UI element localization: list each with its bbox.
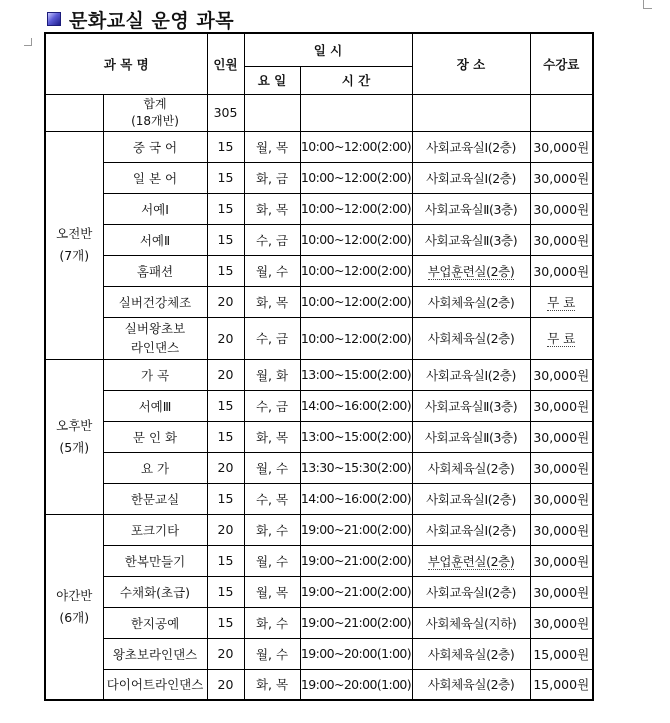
table-row bbox=[45, 317, 593, 359]
header-subject: 과 목 명 bbox=[45, 33, 207, 94]
class-days: 화, 금 bbox=[244, 162, 300, 193]
tuition-fee bbox=[530, 576, 593, 607]
enrollment-count: 15 bbox=[207, 421, 244, 452]
subject-name: 서예Ⅱ bbox=[103, 224, 207, 255]
class-time: 10:00~12:00(2:00) bbox=[300, 131, 412, 162]
enrollment-count: 20 bbox=[207, 452, 244, 483]
class-place-text: 사회교육실Ⅰ(2층) bbox=[426, 491, 516, 507]
tuition-fee bbox=[530, 545, 593, 576]
enrollment-count: 20 bbox=[207, 638, 244, 669]
class-place bbox=[412, 421, 530, 452]
section-heading bbox=[47, 6, 234, 32]
subject-name-line: 실버왕초보 bbox=[124, 321, 186, 336]
subject-name: 한문교실 bbox=[103, 483, 207, 514]
class-place bbox=[412, 286, 530, 317]
class-time: 10:00~12:00(2:00) bbox=[300, 317, 412, 359]
table-row bbox=[45, 421, 593, 452]
tuition-fee bbox=[530, 131, 593, 162]
class-place-text: 사회체육실(2층) bbox=[427, 294, 515, 310]
class-time: 19:00~20:00(1:00) bbox=[300, 638, 412, 669]
group-name: 오후반 bbox=[56, 417, 93, 433]
total-count: 305 bbox=[207, 94, 244, 131]
subject-name: 문 인 화 bbox=[103, 421, 207, 452]
subject-cell bbox=[103, 317, 207, 359]
tuition-fee bbox=[530, 286, 593, 317]
class-place-text: 사회교육실Ⅰ(2층) bbox=[426, 522, 516, 538]
table-row bbox=[45, 669, 593, 700]
group-class-count: (6개) bbox=[59, 609, 90, 625]
table-row bbox=[45, 131, 593, 162]
subject-name: 서예Ⅰ bbox=[103, 193, 207, 224]
class-days: 월, 수 bbox=[244, 545, 300, 576]
class-time: 10:00~12:00(2:00) bbox=[300, 162, 412, 193]
tuition-fee bbox=[530, 638, 593, 669]
group-cell bbox=[45, 514, 103, 700]
tuition-fee bbox=[530, 193, 593, 224]
class-place-text: 사회교육실Ⅱ(3층) bbox=[424, 232, 518, 248]
subject-name: 중 국 어 bbox=[103, 131, 207, 162]
table-row bbox=[45, 359, 593, 390]
empty-cell bbox=[300, 94, 412, 131]
class-place bbox=[412, 514, 530, 545]
class-days: 월, 화 bbox=[244, 359, 300, 390]
tuition-fee-text: 무 료 bbox=[547, 294, 576, 310]
enrollment-count: 20 bbox=[207, 359, 244, 390]
group-class-count: (5개) bbox=[59, 439, 90, 455]
enrollment-count: 15 bbox=[207, 545, 244, 576]
tuition-fee bbox=[530, 255, 593, 286]
class-place bbox=[412, 162, 530, 193]
table-row bbox=[45, 514, 593, 545]
class-days: 수, 목 bbox=[244, 483, 300, 514]
class-place bbox=[412, 576, 530, 607]
tuition-fee-text: 30,000원 bbox=[533, 367, 590, 383]
class-place-text: 사회체육실(2층) bbox=[427, 460, 515, 476]
class-place bbox=[412, 131, 530, 162]
tuition-fee-text: 15,000원 bbox=[533, 646, 590, 662]
table-row bbox=[45, 390, 593, 421]
margin-corner-mark bbox=[24, 38, 32, 46]
class-days: 월, 수 bbox=[244, 638, 300, 669]
subject-name: 왕초보라인댄스 bbox=[103, 638, 207, 669]
class-place-text: 사회교육실Ⅱ(3층) bbox=[424, 398, 518, 414]
enrollment-count: 20 bbox=[207, 514, 244, 545]
class-days: 화, 목 bbox=[244, 193, 300, 224]
class-time: 10:00~12:00(2:00) bbox=[300, 193, 412, 224]
class-days: 월, 수 bbox=[244, 452, 300, 483]
enrollment-count: 15 bbox=[207, 131, 244, 162]
tuition-fee-text: 30,000원 bbox=[533, 584, 590, 600]
class-time: 10:00~12:00(2:00) bbox=[300, 224, 412, 255]
class-days: 수, 금 bbox=[244, 390, 300, 421]
subject-name-line: 라인댄스 bbox=[130, 340, 180, 355]
class-time: 19:00~21:00(2:00) bbox=[300, 576, 412, 607]
class-days: 월, 수 bbox=[244, 255, 300, 286]
group-cell bbox=[45, 131, 103, 359]
tuition-fee-text: 30,000원 bbox=[533, 398, 590, 414]
class-place bbox=[412, 224, 530, 255]
enrollment-count: 15 bbox=[207, 224, 244, 255]
subject-name: 수채화(초급) bbox=[103, 576, 207, 607]
table-body bbox=[45, 33, 593, 700]
tuition-fee bbox=[530, 452, 593, 483]
class-time: 10:00~12:00(2:00) bbox=[300, 286, 412, 317]
total-label: 합계 bbox=[143, 96, 167, 111]
subject-name: 서예Ⅲ bbox=[103, 390, 207, 421]
class-place bbox=[412, 193, 530, 224]
table-row bbox=[45, 286, 593, 317]
tuition-fee bbox=[530, 607, 593, 638]
enrollment-count: 15 bbox=[207, 193, 244, 224]
tuition-fee-text: 30,000원 bbox=[533, 170, 590, 186]
subject-name: 홈패션 bbox=[103, 255, 207, 286]
class-time: 19:00~21:00(2:00) bbox=[300, 545, 412, 576]
class-place-text: 사회체육실(2층) bbox=[427, 646, 515, 662]
class-place-text: 사회교육실Ⅱ(3층) bbox=[424, 429, 518, 445]
tuition-fee-text: 30,000원 bbox=[533, 232, 590, 248]
tuition-fee-text: 30,000원 bbox=[533, 615, 590, 631]
empty-cell bbox=[244, 94, 300, 131]
class-time: 19:00~21:00(2:00) bbox=[300, 514, 412, 545]
class-days: 수, 금 bbox=[244, 317, 300, 359]
tuition-fee-text: 30,000원 bbox=[533, 139, 590, 155]
group-cell bbox=[45, 359, 103, 514]
class-place bbox=[412, 359, 530, 390]
tuition-fee bbox=[530, 359, 593, 390]
total-label-cell bbox=[103, 94, 207, 131]
header-time: 시 간 bbox=[300, 66, 412, 94]
header-place: 장 소 bbox=[412, 33, 530, 94]
subject-name: 요 가 bbox=[103, 452, 207, 483]
enrollment-count: 20 bbox=[207, 317, 244, 359]
table-row bbox=[45, 545, 593, 576]
class-time: 13:00~15:00(2:00) bbox=[300, 359, 412, 390]
class-time: 19:00~20:00(1:00) bbox=[300, 669, 412, 700]
subject-name: 일 본 어 bbox=[103, 162, 207, 193]
table-row bbox=[45, 483, 593, 514]
class-time: 14:00~16:00(2:00) bbox=[300, 390, 412, 421]
class-days: 월, 목 bbox=[244, 131, 300, 162]
class-place-text: 부업훈련실(2층) bbox=[427, 263, 515, 279]
class-place-text: 사회체육실(2층) bbox=[427, 677, 515, 693]
class-place bbox=[412, 255, 530, 286]
tuition-fee-text: 30,000원 bbox=[533, 460, 590, 476]
table-row bbox=[45, 162, 593, 193]
class-place-text: 사회교육실Ⅰ(2층) bbox=[426, 170, 516, 186]
class-place bbox=[412, 545, 530, 576]
tuition-fee-text: 15,000원 bbox=[533, 677, 590, 693]
header-schedule: 일 시 bbox=[244, 33, 412, 66]
tuition-fee bbox=[530, 162, 593, 193]
class-time: 13:00~15:00(2:00) bbox=[300, 421, 412, 452]
table-row bbox=[45, 638, 593, 669]
tuition-fee-text: 무 료 bbox=[547, 331, 576, 346]
tuition-fee bbox=[530, 390, 593, 421]
class-schedule-table bbox=[44, 32, 594, 701]
subject-name: 가 곡 bbox=[103, 359, 207, 390]
tuition-fee bbox=[530, 483, 593, 514]
enrollment-count: 15 bbox=[207, 162, 244, 193]
class-days: 화, 수 bbox=[244, 607, 300, 638]
tuition-fee bbox=[530, 224, 593, 255]
class-days: 월, 목 bbox=[244, 576, 300, 607]
group-name: 야간반 bbox=[56, 587, 93, 603]
class-place-text: 사회교육실Ⅱ(3층) bbox=[424, 201, 518, 217]
subject-name: 한복만들기 bbox=[103, 545, 207, 576]
subject-name: 포크기타 bbox=[103, 514, 207, 545]
class-place bbox=[412, 317, 530, 359]
enrollment-count: 20 bbox=[207, 286, 244, 317]
class-place bbox=[412, 390, 530, 421]
page-title: 문화교실 운영 과목 bbox=[69, 9, 235, 32]
enrollment-count: 15 bbox=[207, 483, 244, 514]
tuition-fee-text: 30,000원 bbox=[533, 553, 590, 569]
class-place-text: 부업훈련실(2층) bbox=[427, 553, 515, 569]
table-row bbox=[45, 607, 593, 638]
class-place-text: 사회체육실(2층) bbox=[427, 331, 515, 346]
enrollment-count: 15 bbox=[207, 607, 244, 638]
total-class-count: (18개반) bbox=[131, 113, 179, 128]
table-row bbox=[45, 193, 593, 224]
class-time: 10:00~12:00(2:00) bbox=[300, 255, 412, 286]
enrollment-count: 15 bbox=[207, 390, 244, 421]
enrollment-count: 20 bbox=[207, 669, 244, 700]
tuition-fee-text: 30,000원 bbox=[533, 201, 590, 217]
class-place bbox=[412, 638, 530, 669]
tuition-fee-text: 30,000원 bbox=[533, 429, 590, 445]
class-days: 화, 목 bbox=[244, 669, 300, 700]
subject-name: 한지공예 bbox=[103, 607, 207, 638]
total-row bbox=[45, 94, 593, 131]
class-place bbox=[412, 483, 530, 514]
class-days: 화, 목 bbox=[244, 421, 300, 452]
subject-name: 실버건강체조 bbox=[103, 286, 207, 317]
tuition-fee bbox=[530, 421, 593, 452]
enrollment-count: 15 bbox=[207, 255, 244, 286]
empty-cell bbox=[530, 94, 593, 131]
header-row bbox=[45, 33, 593, 66]
class-time: 19:00~21:00(2:00) bbox=[300, 607, 412, 638]
class-time: 14:00~16:00(2:00) bbox=[300, 483, 412, 514]
class-place bbox=[412, 669, 530, 700]
tuition-fee bbox=[530, 514, 593, 545]
subject-name: 다이어트라인댄스 bbox=[103, 669, 207, 700]
table-row bbox=[45, 576, 593, 607]
group-class-count: (7개) bbox=[59, 248, 90, 263]
table-row bbox=[45, 452, 593, 483]
enrollment-count: 15 bbox=[207, 576, 244, 607]
class-place-text: 사회체육실(지하) bbox=[425, 615, 517, 631]
class-place-text: 사회교육실Ⅰ(2층) bbox=[426, 584, 516, 600]
tuition-fee bbox=[530, 317, 593, 359]
tuition-fee-text: 30,000원 bbox=[533, 491, 590, 507]
bullet-square-icon bbox=[47, 12, 61, 26]
class-place bbox=[412, 607, 530, 638]
class-days: 화, 목 bbox=[244, 286, 300, 317]
class-time: 13:30~15:30(2:00) bbox=[300, 452, 412, 483]
group-cell bbox=[45, 94, 103, 131]
empty-cell bbox=[412, 94, 530, 131]
header-day: 요 일 bbox=[244, 66, 300, 94]
table-row bbox=[45, 224, 593, 255]
class-days: 화, 수 bbox=[244, 514, 300, 545]
class-place-text: 사회교육실Ⅰ(2층) bbox=[426, 139, 516, 155]
group-name: 오전반 bbox=[56, 226, 93, 241]
tuition-fee-text: 30,000원 bbox=[533, 522, 590, 538]
header-count: 인원 bbox=[207, 33, 244, 94]
class-place bbox=[412, 452, 530, 483]
class-place-text: 사회교육실Ⅰ(2층) bbox=[426, 367, 516, 383]
page-corner-mark bbox=[643, 0, 652, 9]
tuition-fee bbox=[530, 669, 593, 700]
tuition-fee-text: 30,000원 bbox=[533, 263, 590, 279]
class-days: 수, 금 bbox=[244, 224, 300, 255]
header-fee: 수강료 bbox=[530, 33, 593, 94]
table-row bbox=[45, 255, 593, 286]
